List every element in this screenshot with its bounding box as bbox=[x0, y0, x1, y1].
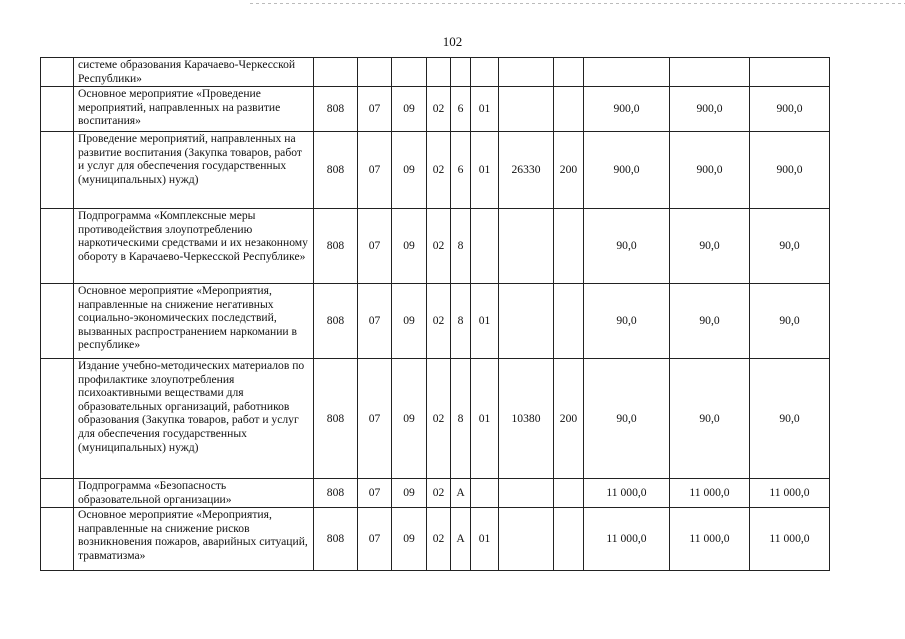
expense-type-cell: 200 bbox=[554, 359, 584, 479]
subprogram-code-cell: 8 bbox=[451, 284, 471, 359]
ministry-code-cell: 808 bbox=[314, 132, 358, 209]
program-code-cell bbox=[427, 58, 451, 87]
num-cell bbox=[41, 209, 74, 284]
table-row bbox=[41, 209, 830, 284]
subprogram-code-cell: А bbox=[451, 479, 471, 508]
num-cell bbox=[41, 87, 74, 132]
section-code-cell: 07 bbox=[358, 284, 392, 359]
event-code-cell bbox=[471, 209, 499, 284]
subprogram-code-cell: 8 bbox=[451, 359, 471, 479]
num-cell bbox=[41, 132, 74, 209]
description-cell: Основное мероприятие «Мероприятия, направленные на снижение негативных социально-экономических последствий, вызванных распространением наркомании в республике» bbox=[74, 284, 314, 359]
direction-code-cell bbox=[499, 284, 554, 359]
subprogram-code-cell bbox=[451, 58, 471, 87]
direction-code-cell: 26330 bbox=[499, 132, 554, 209]
table-row bbox=[41, 479, 830, 508]
amount-year3-cell: 11 000,0 bbox=[750, 479, 830, 508]
section-code-cell: 07 bbox=[358, 132, 392, 209]
table-row bbox=[41, 508, 830, 571]
subsection-code-cell: 09 bbox=[392, 132, 427, 209]
ministry-code-cell: 808 bbox=[314, 508, 358, 571]
expense-type-cell: 200 bbox=[554, 132, 584, 209]
amount-year1-cell: 900,0 bbox=[584, 87, 670, 132]
ministry-code-cell: 808 bbox=[314, 479, 358, 508]
description-cell: Основное мероприятие «Мероприятия, направленные на снижение рисков возникновения пожаров, аварийных ситуаций, травматизма» bbox=[74, 508, 314, 571]
event-code-cell: 01 bbox=[471, 87, 499, 132]
subsection-code-cell: 09 bbox=[392, 209, 427, 284]
table-row bbox=[41, 58, 830, 87]
direction-code-cell: 10380 bbox=[499, 359, 554, 479]
description-cell: системе образования Карачаево-Черкесской Республики» bbox=[74, 58, 314, 87]
num-cell bbox=[41, 508, 74, 571]
description-cell: Проведение мероприятий, направленных на развитие воспитания (Закупка товаров, работ и услуг для обеспечения государственных (муниципальных) нужд) bbox=[74, 132, 314, 209]
subprogram-code-cell: 6 bbox=[451, 132, 471, 209]
num-cell bbox=[41, 479, 74, 508]
amount-year2-cell: 11 000,0 bbox=[670, 508, 750, 571]
subsection-code-cell bbox=[392, 58, 427, 87]
amount-year1-cell: 90,0 bbox=[584, 209, 670, 284]
amount-year1-cell: 11 000,0 bbox=[584, 479, 670, 508]
expense-type-cell bbox=[554, 508, 584, 571]
program-code-cell: 02 bbox=[427, 87, 451, 132]
subsection-code-cell: 09 bbox=[392, 87, 427, 132]
description-cell: Подпрограмма «Безопасность образовательной организации» bbox=[74, 479, 314, 508]
subsection-code-cell: 09 bbox=[392, 508, 427, 571]
num-cell bbox=[41, 58, 74, 87]
subsection-code-cell: 09 bbox=[392, 284, 427, 359]
event-code-cell: 01 bbox=[471, 359, 499, 479]
amount-year2-cell: 90,0 bbox=[670, 359, 750, 479]
direction-code-cell bbox=[499, 209, 554, 284]
amount-year2-cell: 90,0 bbox=[670, 284, 750, 359]
program-code-cell: 02 bbox=[427, 359, 451, 479]
event-code-cell: 01 bbox=[471, 132, 499, 209]
description-cell: Издание учебно-методических материалов по профилактике злоупотребления психоактивными веществами для образовательных организаций, работников образования (Закупка товаров, работ и услуг для обеспечения государственных (муниципальных) нужд) bbox=[74, 359, 314, 479]
expense-type-cell bbox=[554, 58, 584, 87]
table-row bbox=[41, 284, 830, 359]
ministry-code-cell bbox=[314, 58, 358, 87]
amount-year2-cell bbox=[670, 58, 750, 87]
section-code-cell: 07 bbox=[358, 508, 392, 571]
amount-year2-cell: 900,0 bbox=[670, 132, 750, 209]
description-cell: Подпрограмма «Комплексные меры противодействия злоупотреблению наркотическими средствами и их незаконному обороту в Карачаево-Черкесской Республике» bbox=[74, 209, 314, 284]
direction-code-cell bbox=[499, 87, 554, 132]
expense-type-cell bbox=[554, 87, 584, 132]
direction-code-cell bbox=[499, 58, 554, 87]
expense-type-cell bbox=[554, 479, 584, 508]
amount-year3-cell: 90,0 bbox=[750, 359, 830, 479]
amount-year3-cell: 90,0 bbox=[750, 209, 830, 284]
description-cell: Основное мероприятие «Проведение мероприятий, направленных на развитие воспитания» bbox=[74, 87, 314, 132]
amount-year3-cell bbox=[750, 58, 830, 87]
subsection-code-cell: 09 bbox=[392, 479, 427, 508]
ministry-code-cell: 808 bbox=[314, 209, 358, 284]
expense-type-cell bbox=[554, 209, 584, 284]
num-cell bbox=[41, 359, 74, 479]
amount-year1-cell: 90,0 bbox=[584, 284, 670, 359]
amount-year1-cell: 11 000,0 bbox=[584, 508, 670, 571]
amount-year2-cell: 900,0 bbox=[670, 87, 750, 132]
amount-year3-cell: 900,0 bbox=[750, 87, 830, 132]
direction-code-cell bbox=[499, 508, 554, 571]
table-row bbox=[41, 87, 830, 132]
section-code-cell bbox=[358, 58, 392, 87]
scan-top-edge bbox=[250, 3, 905, 4]
program-code-cell: 02 bbox=[427, 508, 451, 571]
amount-year2-cell: 11 000,0 bbox=[670, 479, 750, 508]
program-code-cell: 02 bbox=[427, 284, 451, 359]
table-row bbox=[41, 132, 830, 209]
section-code-cell: 07 bbox=[358, 87, 392, 132]
amount-year1-cell: 900,0 bbox=[584, 132, 670, 209]
event-code-cell bbox=[471, 58, 499, 87]
subprogram-code-cell: 6 bbox=[451, 87, 471, 132]
event-code-cell: 01 bbox=[471, 508, 499, 571]
program-code-cell: 02 bbox=[427, 209, 451, 284]
amount-year1-cell bbox=[584, 58, 670, 87]
ministry-code-cell: 808 bbox=[314, 284, 358, 359]
event-code-cell: 01 bbox=[471, 284, 499, 359]
amount-year3-cell: 11 000,0 bbox=[750, 508, 830, 571]
section-code-cell: 07 bbox=[358, 359, 392, 479]
subprogram-code-cell: А bbox=[451, 508, 471, 571]
amount-year3-cell: 90,0 bbox=[750, 284, 830, 359]
table-row bbox=[41, 359, 830, 479]
amount-year2-cell: 90,0 bbox=[670, 209, 750, 284]
program-code-cell: 02 bbox=[427, 479, 451, 508]
ministry-code-cell: 808 bbox=[314, 359, 358, 479]
amount-year3-cell: 900,0 bbox=[750, 132, 830, 209]
ministry-code-cell: 808 bbox=[314, 87, 358, 132]
direction-code-cell bbox=[499, 479, 554, 508]
table-body bbox=[41, 58, 830, 571]
event-code-cell bbox=[471, 479, 499, 508]
num-cell bbox=[41, 284, 74, 359]
section-code-cell: 07 bbox=[358, 479, 392, 508]
budget-table bbox=[40, 57, 830, 571]
expense-type-cell bbox=[554, 284, 584, 359]
amount-year1-cell: 90,0 bbox=[584, 359, 670, 479]
section-code-cell: 07 bbox=[358, 209, 392, 284]
subsection-code-cell: 09 bbox=[392, 359, 427, 479]
subprogram-code-cell: 8 bbox=[451, 209, 471, 284]
program-code-cell: 02 bbox=[427, 132, 451, 209]
page-number: 102 bbox=[442, 34, 463, 49]
